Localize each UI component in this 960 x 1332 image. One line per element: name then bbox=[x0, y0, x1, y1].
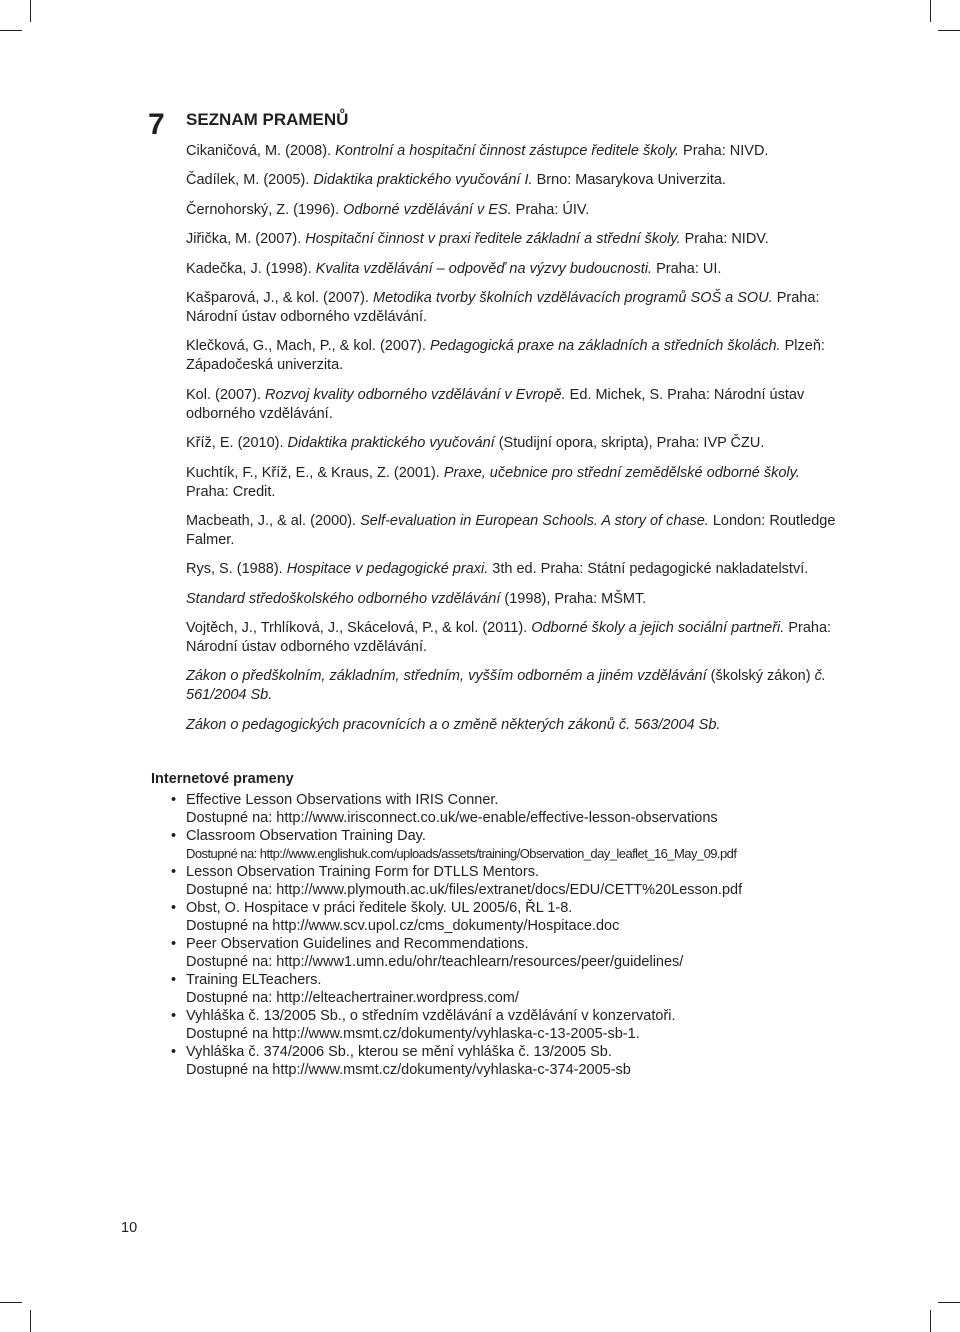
reference-text: Plzeň: Západočeská univerzita. bbox=[186, 338, 825, 374]
list-item bbox=[168, 899, 868, 935]
reference-title: Odborné školy a jejich sociální partneři. bbox=[531, 620, 785, 637]
reference-text: (školský zákon) bbox=[706, 668, 815, 685]
reference-title: Rozvoj kvality odborného vzdělávání v Evropě. bbox=[265, 386, 566, 403]
crop-mark bbox=[30, 0, 31, 22]
reference-text: London: Routledge Falmer. bbox=[186, 512, 836, 548]
reference-text: Praha: Credit. bbox=[186, 483, 276, 500]
reference-entry bbox=[186, 142, 836, 161]
chapter-number: 7 bbox=[148, 108, 164, 141]
reference-text: Rys, S. (1988). bbox=[186, 561, 287, 578]
page-number: 10 bbox=[121, 1220, 138, 1236]
reference-text: Vojtěch, J., Trhlíková, J., Skácelová, P., & kol. (2011). bbox=[186, 620, 532, 637]
list-item bbox=[168, 971, 868, 1007]
reference-text: (Studijní opora, skripta), Praha: IVP ČZU. bbox=[494, 435, 765, 452]
crop-mark bbox=[938, 30, 960, 31]
reference-title: Kvalita vzdělávání – odpověď na výzvy budoucnosti. bbox=[315, 260, 653, 277]
bullet-icon: • bbox=[171, 1008, 177, 1024]
reference-text: Praha: Národní ústav odborného vzdělávání. bbox=[186, 620, 832, 656]
reference-text: Kuchtík, F., Kříž, E., & Kraus, Z. (2001). bbox=[186, 464, 444, 481]
reference-entry bbox=[186, 386, 836, 424]
source-link[interactable]: Dostupné na http://www.msmt.cz/dokumenty/vyhlaska-c-374-2005-sb bbox=[186, 1062, 631, 1078]
list-item bbox=[168, 1043, 868, 1079]
reference-text: Praha: NIDV. bbox=[680, 231, 769, 248]
list-item bbox=[168, 1007, 868, 1043]
bullet-icon: • bbox=[171, 828, 177, 844]
reference-entry bbox=[186, 260, 836, 279]
source-title: Vyhláška č. 374/2006 Sb., kterou se mění vyhláška č. 13/2005 Sb. bbox=[186, 1044, 612, 1060]
source-link[interactable]: Dostupné na: http://www.plymouth.ac.uk/files/extranet/docs/EDU/CETT%20Lesson.pdf bbox=[186, 882, 743, 898]
reference-text: Klečková, G., Mach, P., & kol. (2007). bbox=[186, 338, 430, 355]
reference-title: Zákon o předškolním, základním, středním, vyšším odborném a jiném vzdělávání bbox=[186, 668, 707, 685]
source-title: Peer Observation Guidelines and Recommendations. bbox=[186, 936, 529, 952]
bullet-icon: • bbox=[171, 792, 177, 808]
reference-title: Didaktika praktického vyučování I. bbox=[313, 172, 533, 189]
source-title: Obst, O. Hospitace v práci ředitele školy. UL 2005/6, ŘL 1-8. bbox=[186, 900, 573, 916]
reference-title: Odborné vzdělávání v ES. bbox=[343, 201, 512, 218]
source-link[interactable]: Dostupné na http://www.scv.upol.cz/cms_dokumenty/Hospitace.doc bbox=[186, 918, 620, 934]
crop-mark bbox=[938, 1302, 960, 1303]
source-title: Classroom Observation Training Day. bbox=[186, 828, 426, 844]
source-link[interactable]: Dostupné na: http://elteachertrainer.wordpress.com/ bbox=[186, 990, 519, 1006]
source-link[interactable]: Dostupné na: http://www.irisconnect.co.uk/we-enable/effective-lesson-observations bbox=[186, 810, 718, 826]
list-item bbox=[168, 863, 868, 899]
reference-text: Kašparová, J., & kol. (2007). bbox=[186, 289, 373, 306]
crop-mark bbox=[930, 1310, 931, 1332]
crop-mark bbox=[0, 30, 22, 31]
reference-text: Jiřička, M. (2007). bbox=[186, 231, 306, 248]
reference-title: Zákon o pedagogických pracovnících a o změně některých zákonů č. 563/2004 Sb. bbox=[186, 716, 721, 733]
bullet-icon: • bbox=[171, 900, 177, 916]
list-item bbox=[168, 827, 868, 863]
reference-title: Standard středoškolského odborného vzdělávání bbox=[186, 590, 501, 607]
reference-entry bbox=[186, 201, 836, 220]
source-link[interactable]: Dostupné na: http://www1.umn.edu/ohr/teachlearn/resources/peer/guidelines/ bbox=[186, 954, 684, 970]
reference-entry bbox=[186, 512, 836, 550]
bullet-icon: • bbox=[171, 864, 177, 880]
reference-text: Praha: UI. bbox=[652, 260, 722, 277]
reference-text: Kadečka, J. (1998). bbox=[186, 260, 316, 277]
reference-text: Macbeath, J., & al. (2000). bbox=[186, 512, 361, 529]
crop-mark bbox=[930, 0, 931, 22]
crop-mark bbox=[0, 1302, 22, 1303]
reference-title: Praxe, učebnice pro střední zemědělské odborné školy. bbox=[443, 464, 800, 481]
reference-text: Kříž, E. (2010). bbox=[186, 435, 288, 452]
reference-text: 3th ed. Praha: Státní pedagogické nakladatelství. bbox=[488, 561, 809, 578]
reference-title: Metodika tvorby školních vzdělávacích programů SOŠ a SOU. bbox=[372, 289, 773, 306]
reference-entry bbox=[186, 337, 836, 375]
reference-text: Praha: Národní ústav odborného vzdělávání. bbox=[186, 289, 820, 325]
reference-text: Cikaničová, M. (2008). bbox=[186, 143, 336, 159]
reference-title: Kontrolní a hospitační činnost zástupce ředitele školy. bbox=[335, 143, 679, 159]
bullet-icon: • bbox=[171, 972, 177, 988]
reference-entry bbox=[186, 289, 836, 327]
reference-entry bbox=[186, 434, 836, 453]
reference-text: Praha: NIVD. bbox=[679, 143, 769, 159]
reference-title: Hospitační činnost v praxi ředitele základní a střední školy. bbox=[305, 231, 681, 248]
reference-entry bbox=[186, 560, 836, 579]
reference-entry bbox=[186, 716, 836, 735]
internet-sources-list bbox=[168, 791, 868, 1079]
reference-list bbox=[186, 142, 836, 745]
reference-text: Černohorský, Z. (1996). bbox=[186, 201, 344, 218]
reference-text: Ed. Michek, S. Praha: Národní ústav odborného vzdělávání. bbox=[186, 386, 805, 422]
crop-mark bbox=[30, 1310, 31, 1332]
reference-title: Pedagogická praxe na základních a středních školách. bbox=[429, 338, 781, 355]
reference-text: Praha: ÚIV. bbox=[511, 201, 590, 218]
source-title: Lesson Observation Training Form for DTLLS Mentors. bbox=[186, 864, 539, 880]
source-title: Effective Lesson Observations with IRIS Conner. bbox=[186, 792, 499, 808]
source-title: Vyhláška č. 13/2005 Sb., o středním vzdělávání a vzdělávání v konzervatoři. bbox=[186, 1008, 676, 1024]
reference-text: Čadílek, M. (2005). bbox=[186, 172, 314, 189]
reference-entry bbox=[186, 171, 836, 190]
list-item bbox=[168, 791, 868, 827]
chapter-title: SEZNAM PRAMENŮ bbox=[186, 110, 349, 129]
reference-text: Brno: Masarykova Univerzita. bbox=[532, 172, 726, 189]
internet-sources-heading: Internetové prameny bbox=[151, 771, 294, 787]
reference-title: č. 561/2004 Sb. bbox=[186, 668, 826, 704]
reference-text: Kol. (2007). bbox=[186, 386, 265, 403]
reference-entry bbox=[186, 230, 836, 249]
source-title: Training ELTeachers. bbox=[186, 972, 322, 988]
source-link[interactable]: Dostupné na: http://www.englishuk.com/uploads/assets/training/Observation_day_leaflet_16_May_09.pdf bbox=[186, 846, 737, 861]
source-link[interactable]: Dostupné na http://www.msmt.cz/dokumenty/vyhlaska-c-13-2005-sb-1. bbox=[186, 1026, 640, 1042]
reference-entry bbox=[186, 619, 836, 657]
bullet-icon: • bbox=[171, 936, 177, 952]
list-item bbox=[168, 935, 868, 971]
reference-entry bbox=[186, 464, 836, 502]
bullet-icon: • bbox=[171, 1044, 177, 1060]
reference-text: (1998), Praha: MŠMT. bbox=[500, 590, 647, 607]
reference-title: Didaktika praktického vyučování bbox=[287, 435, 495, 452]
reference-entry bbox=[186, 590, 836, 609]
reference-title: Self-evaluation in European Schools. A story of chase. bbox=[360, 512, 709, 529]
reference-entry bbox=[186, 667, 836, 705]
reference-title: Hospitace v pedagogické praxi. bbox=[286, 561, 489, 578]
